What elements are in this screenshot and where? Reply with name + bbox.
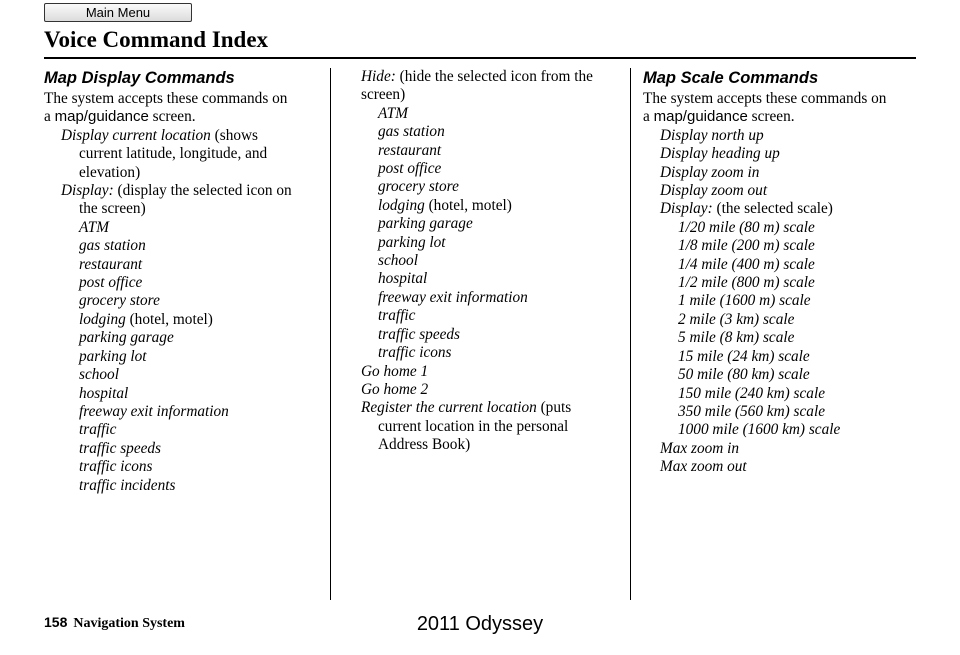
sub-command: post office bbox=[378, 160, 442, 178]
sub-command: restaurant bbox=[79, 255, 143, 273]
scale-option: 15 mile (24 km) scale bbox=[678, 347, 810, 365]
sub-command: parking lot bbox=[378, 233, 446, 251]
map-display-heading: Map Display Commands bbox=[44, 69, 235, 87]
sub-command: traffic speeds bbox=[378, 325, 460, 343]
scale-option: 1000 mile (1600 km) scale bbox=[678, 421, 841, 439]
command-entry: Go home 2 bbox=[361, 380, 429, 398]
sub-command: hospital bbox=[378, 270, 428, 288]
column-divider-2 bbox=[630, 68, 631, 600]
sub-command: parking garage bbox=[79, 329, 174, 347]
title-divider bbox=[44, 57, 916, 59]
sub-command: traffic incidents bbox=[79, 476, 176, 494]
command-desc: current latitude, longitude, and bbox=[79, 145, 268, 163]
command-entry: Display current location (shows bbox=[61, 126, 259, 144]
sub-command: ATM bbox=[378, 104, 409, 122]
command-entry: Go home 1 bbox=[361, 362, 429, 380]
page-title: Voice Command Index bbox=[44, 27, 269, 52]
map-scale-column bbox=[643, 68, 923, 477]
sub-command: lodging (hotel, motel) bbox=[378, 196, 512, 214]
command-entry: Register the current location (puts bbox=[361, 399, 572, 417]
sub-command: traffic bbox=[79, 421, 117, 439]
sub-command: freeway exit information bbox=[79, 402, 229, 420]
command-entry: Display: (the selected scale) bbox=[660, 200, 833, 218]
scale-option: 1/8 mile (200 m) scale bbox=[678, 237, 815, 255]
scale-option: 1/2 mile (800 m) scale bbox=[678, 274, 815, 292]
scale-option: 350 mile (560 km) scale bbox=[678, 402, 825, 420]
page-number: 158 bbox=[44, 614, 68, 630]
sub-command: ATM bbox=[79, 218, 110, 236]
command-entry: Display heading up bbox=[660, 145, 780, 163]
command-desc: the screen) bbox=[79, 200, 146, 218]
sub-command: hospital bbox=[79, 384, 129, 402]
sub-command: grocery store bbox=[79, 292, 160, 310]
command-entry: Display zoom in bbox=[660, 163, 760, 181]
scale-option: 1/4 mile (400 m) scale bbox=[678, 255, 815, 273]
sub-command: traffic icons bbox=[79, 458, 153, 476]
main-menu-button[interactable]: Main Menu bbox=[44, 3, 192, 22]
sub-command: gas station bbox=[378, 123, 445, 141]
sub-command: restaurant bbox=[378, 141, 442, 159]
intro-line: The system accepts these commands on bbox=[643, 90, 887, 107]
scale-option: 2 mile (3 km) scale bbox=[678, 310, 795, 328]
map-display-column bbox=[44, 68, 322, 495]
hide-commands-column bbox=[361, 68, 623, 455]
command-entry: Display: (display the selected icon on bbox=[61, 182, 292, 200]
command-desc: current location in the personal bbox=[378, 417, 569, 435]
intro-line: a map/guidance screen. bbox=[643, 108, 795, 126]
column-divider-1 bbox=[330, 68, 331, 600]
command-entry: Display north up bbox=[660, 126, 764, 144]
map-guidance-keyword: map/guidance bbox=[653, 108, 748, 126]
watermark-text: 2011 Odyssey bbox=[416, 613, 544, 635]
footer-section: Navigation System bbox=[73, 616, 185, 631]
sub-command: freeway exit information bbox=[378, 288, 528, 306]
command-entry: Hide: (hide the selected icon from the bbox=[361, 68, 593, 85]
sub-command: lodging (hotel, motel) bbox=[79, 310, 213, 328]
command-entry: Display zoom out bbox=[660, 182, 768, 200]
sub-command: traffic bbox=[378, 307, 416, 325]
scale-option: 5 mile (8 km) scale bbox=[678, 329, 795, 347]
sub-command: traffic icons bbox=[378, 344, 452, 362]
sub-command: traffic speeds bbox=[79, 439, 161, 457]
command-desc: Address Book) bbox=[378, 436, 471, 454]
sub-command: school bbox=[378, 252, 418, 270]
scale-option: 1 mile (1600 m) scale bbox=[678, 292, 811, 310]
intro-line: The system accepts these commands on bbox=[44, 90, 288, 107]
command-desc: elevation) bbox=[79, 163, 141, 181]
sub-command: parking garage bbox=[378, 215, 473, 233]
intro-line: a map/guidance screen. bbox=[44, 108, 196, 126]
command-entry: Max zoom out bbox=[660, 458, 747, 476]
sub-command: post office bbox=[79, 274, 143, 292]
scale-option: 50 mile (80 km) scale bbox=[678, 366, 810, 384]
sub-command: gas station bbox=[79, 237, 146, 255]
scale-option: 150 mile (240 km) scale bbox=[678, 384, 825, 402]
sub-command: grocery store bbox=[378, 178, 459, 196]
map-scale-heading: Map Scale Commands bbox=[643, 69, 819, 87]
sub-command: school bbox=[79, 366, 119, 384]
scale-option: 1/20 mile (80 m) scale bbox=[678, 218, 815, 236]
sub-command: parking lot bbox=[79, 347, 147, 365]
command-desc: screen) bbox=[361, 86, 406, 104]
map-guidance-keyword: map/guidance bbox=[54, 108, 149, 126]
command-entry: Max zoom in bbox=[660, 439, 740, 457]
